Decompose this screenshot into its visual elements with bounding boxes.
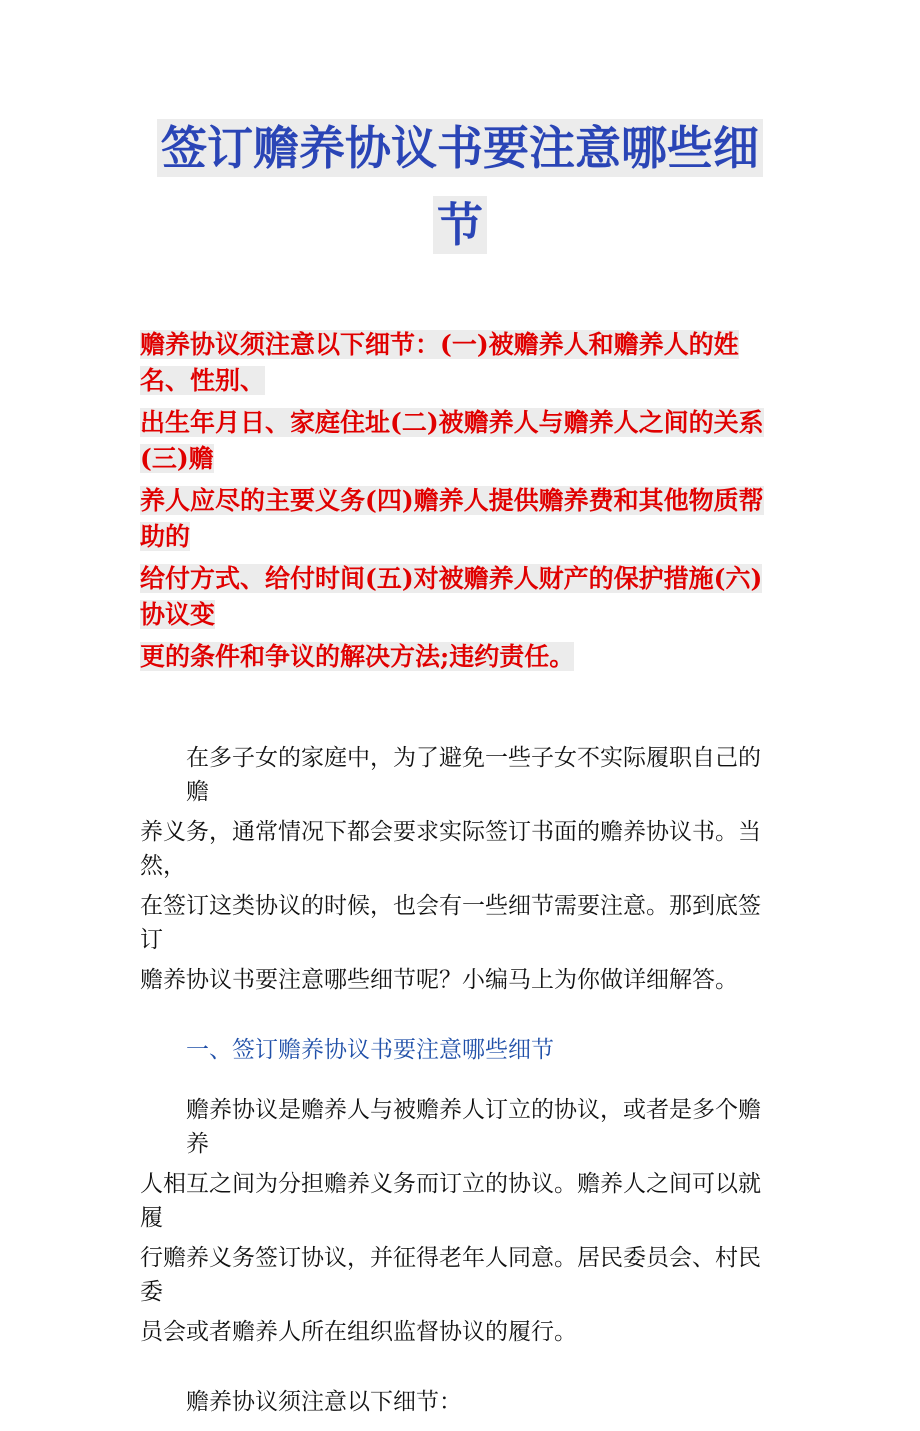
body-line: 员会或者赡养人所在组织监督协议的履行。 xyxy=(140,1319,577,1345)
title-text: 节 xyxy=(433,196,487,254)
title-text: 签订赡养协议书要注意哪些细 xyxy=(157,119,763,177)
summary-line xyxy=(140,561,786,639)
body-line: 行赡养义务签订协议，并征得老年人同意。居民委员会、村民委 xyxy=(140,1245,761,1305)
summary-text: 赡养协议须注意以下细节：(一)被赡养人和赡养人的姓名、性别、 xyxy=(140,330,739,395)
summary-line xyxy=(140,405,786,483)
summary-paragraph xyxy=(140,327,786,689)
summary-line xyxy=(140,483,786,561)
intro-paragraph xyxy=(140,741,780,1009)
summary-text: 出生年月日、家庭住址(二)被赡养人与赡养人之间的关系(三)赡 xyxy=(140,408,764,473)
body-line: 在多子女的家庭中，为了避免一些子女不实际履职自己的赡 xyxy=(186,745,761,805)
body-paragraph xyxy=(140,1093,780,1361)
body-line: 赡养协议须注意以下细节： xyxy=(186,1389,462,1415)
body-line: 养义务，通常情况下都会要求实际签订书面的赡养协议书。当然， xyxy=(140,819,761,879)
body-paragraph xyxy=(140,1385,780,1431)
summary-text: 给付方式、给付时间(五)对被赡养人财产的保护措施(六)协议变 xyxy=(140,564,763,629)
summary-text: 养人应尽的主要义务(四)赡养人提供赡养费和其他物质帮助的 xyxy=(140,486,764,551)
document-title-line1 xyxy=(0,118,920,178)
summary-text: 更的条件和争议的解决方法;违约责任。 xyxy=(140,642,575,671)
body-line: 赡养协议书要注意哪些细节呢？小编马上为你做详细解答。 xyxy=(140,967,738,993)
document-title-line2 xyxy=(0,195,920,255)
summary-line xyxy=(140,639,786,689)
section-heading: 一、签订赡养协议书要注意哪些细节 xyxy=(186,1037,554,1063)
body-line: 在签订这类协议的时候，也会有一些细节需要注意。那到底签订 xyxy=(140,893,761,953)
body-line: 赡养协议是赡养人与被赡养人订立的协议，或者是多个赡养 xyxy=(186,1097,761,1157)
body-line: 人相互之间为分担赡养义务而订立的协议。赡养人之间可以就履 xyxy=(140,1171,761,1231)
summary-line xyxy=(140,327,786,405)
